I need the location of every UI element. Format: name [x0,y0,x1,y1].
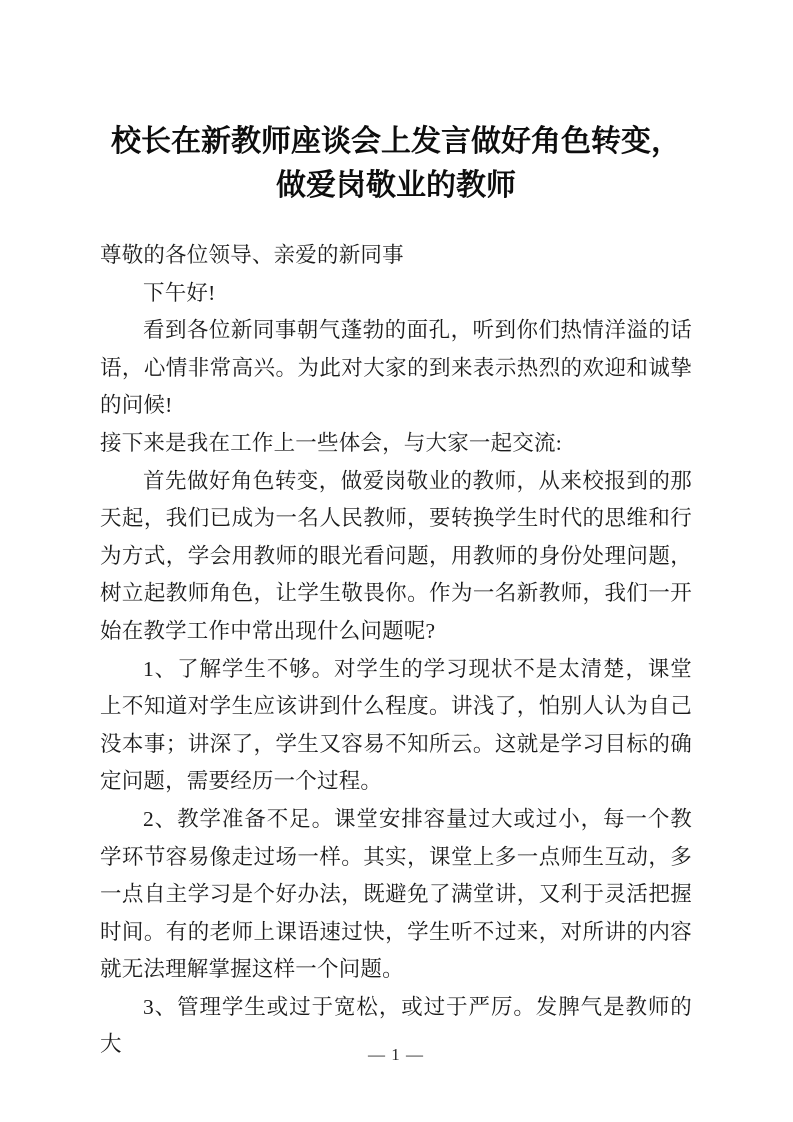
paragraph-point-3: 3、管理学生或过于宽松，或过于严厉。发脾气是教师的大 [100,994,692,1057]
paragraph-transition: 接下来是我在工作上一些体会，与大家一起交流: [100,430,562,455]
paragraph-greeting: 下午好! [143,280,216,305]
paragraph-salutation: 尊敬的各位领导、亲爱的新同事 [100,243,404,267]
document-body [100,237,692,1064]
paragraph-role-change: 首先做好角色转变，做爱岗敬业的教师，从来校报到的那天起，我们已成为一名人民教师，要转换学生时代的思维和行为方式，学会用教师的眼光看问题，用教师的身份处理问题，树立起教师角色，让学生敬畏你。作为一名新教师，我们一开始在教学工作中常出现什么问题呢? [100,468,692,643]
page-number-footer: — 1 — [368,1045,424,1064]
page-title: 校长在新教师座谈会上发言做好角色转变，做爱岗敬业的教师 [111,124,681,204]
paragraph-point-2: 2、教学准备不足。课堂安排容量过大或过小，每一个教学环节容易像走过场一样。其实，课堂上多一点师生互动，多一点自主学习是个好办法，既避免了满堂讲，又利于灵活把握时间。有的老师上课语速过快，学生听不过来，对所讲的内容就无法理解掌握这样一个问题。 [100,806,692,982]
paragraph-welcome: 看到各位新同事朝气蓬勃的面孔，听到你们热情洋溢的话语，心情非常高兴。为此对大家的到来表示热烈的欢迎和诚挚的问候! [100,318,692,418]
paragraph-point-1: 1、了解学生不够。对学生的学习现状不是太清楚，课堂上不知道对学生应该讲到什么程度。讲浅了，怕别人认为自己没本事；讲深了，学生又容易不知所云。这就是学习目标的确定问题，需要经历一个过程。 [100,656,692,794]
